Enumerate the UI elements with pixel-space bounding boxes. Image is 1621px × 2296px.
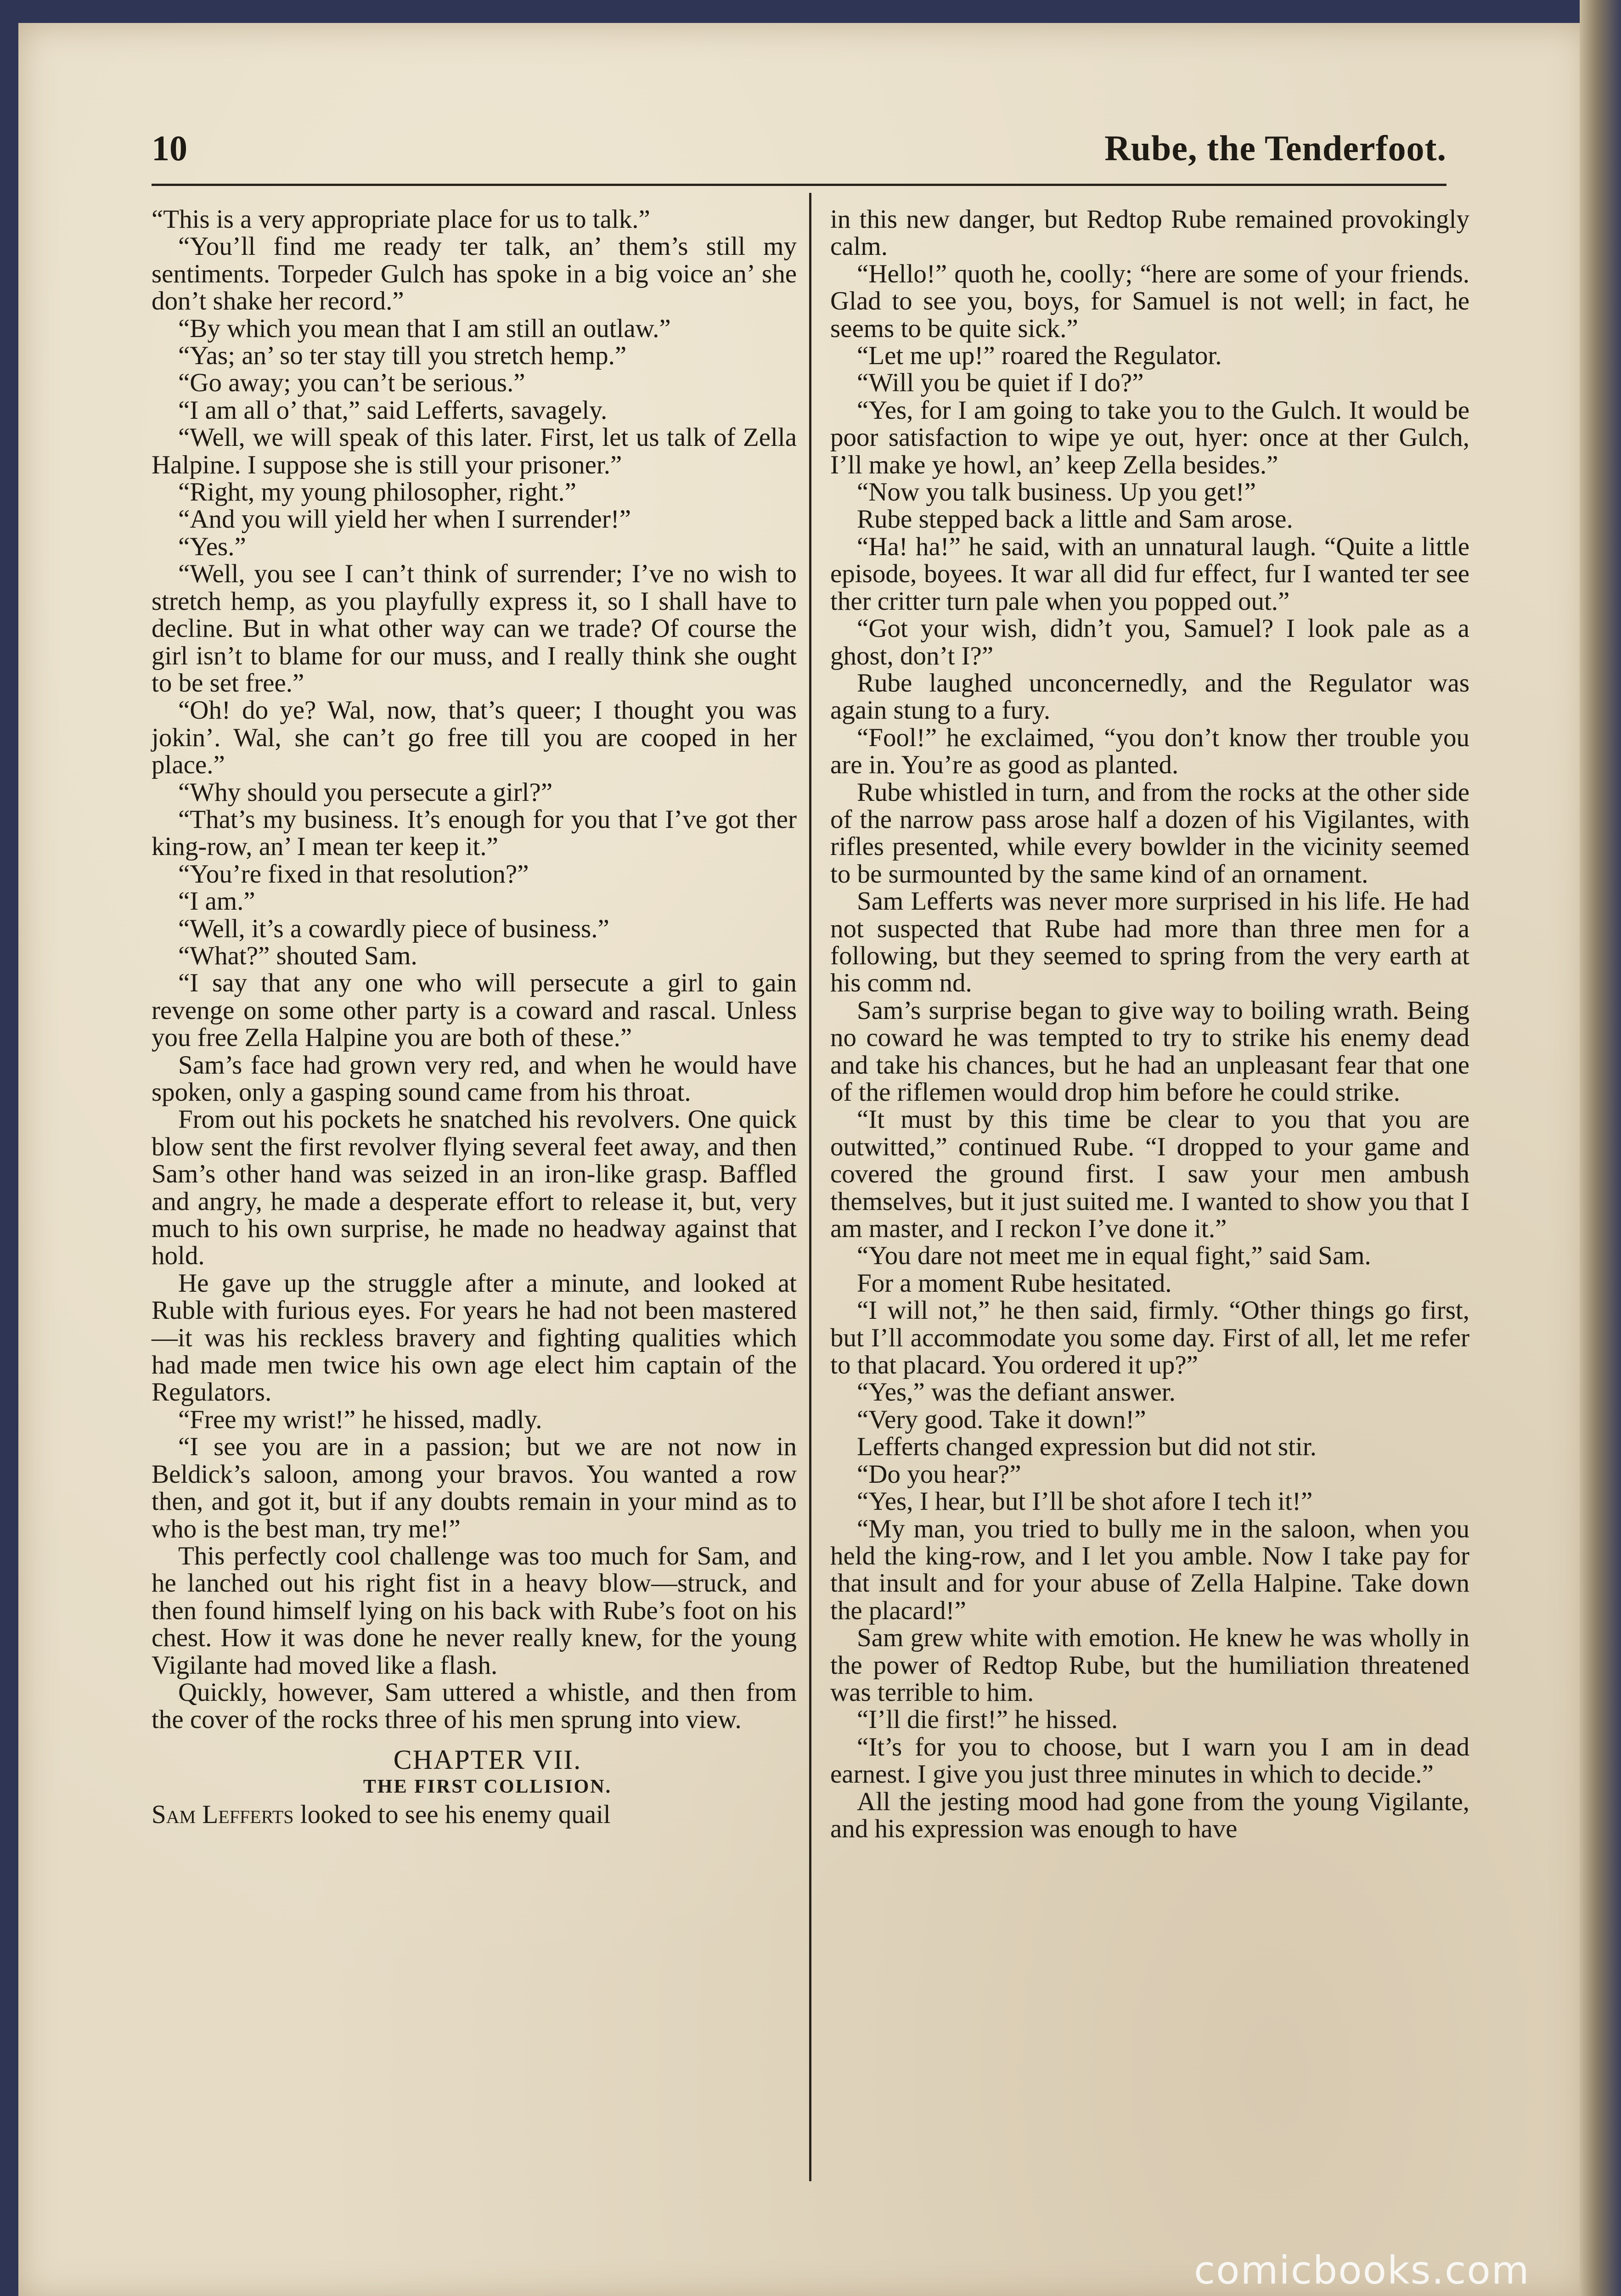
book-spine-edge <box>1580 0 1621 2296</box>
paragraph: “Hello!” quoth he, coolly; “here are some of your friends. Glad to see you, boys, for Samuel is not well; in fact, he seems to be quite sick.” <box>830 259 1469 343</box>
paragraph: “Well, you see I can’t think of surrender; I’ve no wish to stretch hemp, as you playfully express it, so I shall have to decline. But in what other way can we trade? Of course the girl isn’t to blame for our muss, and I really think she ought to be set free.” <box>152 559 797 698</box>
paragraph: “I see you are in a passion; but we are not now in Beldick’s saloon, among your bravos. You wanted a row then, and got it, but if any doubts remain in your mind as to who is the best man, try me!” <box>152 1432 797 1543</box>
header-rule <box>152 184 1447 186</box>
paragraph: “Will you be quiet if I do?” <box>857 368 1144 398</box>
paragraph: “Ha! ha!” he said, with an unnatural laugh. “Quite a little episode, boyees. It war all did fur effect, fur I wanted ter see ther critter turn pale when you popped out.” <box>830 532 1469 616</box>
running-title: Rube, the Tenderfoot. <box>1104 128 1447 168</box>
paragraph: “It’s for you to choose, but I warn you I am in dead earnest. I give you just three minutes in which to decide.” <box>830 1732 1469 1789</box>
paragraph: This perfectly cool challenge was too much for Sam, and he lanched out his right fist in a heavy blow—struck, and then found himself lying on his back with Rube’s foot on his chest. How it was done he never really knew, for the young Vigilante had moved like a flash. <box>152 1541 797 1680</box>
paragraph: “I say that any one who will persecute a girl to gain revenge on some other party is a coward and rascal. Unless you free Zella Halpine you are both of these.” <box>152 968 797 1052</box>
chapter-title: THE FIRST COLLISION. <box>363 1776 612 1798</box>
paragraph: in this new danger, but Redtop Rube remained provokingly calm. <box>830 205 1469 261</box>
paragraph: “Yes, for I am going to take you to the Gulch. It would be poor satisfaction to wipe ye out, hyer: once at ther Gulch, I’ll make ye howl, an’ keep Zella besides.” <box>830 395 1469 479</box>
paragraph: From out his pockets he snatched his revolvers. One quick blow sent the first revolver flying several feet away, and then Sam’s other hand was seized in an iron-like grasp. Baffled and angry, he made a desperate effort to release it, but, very much to his own surprise, he made no headway against that hold. <box>152 1105 797 1271</box>
paragraph: “It must by this time be clear to you that you are outwitted,” continued Rube. “I dropped to your game and covered the ground first. I saw your men ambush themselves, but it just suited me. I wanted to show you that I am master, and I reckon I’ve done it.” <box>830 1105 1469 1244</box>
paragraph: “I’ll die first!” he hissed. <box>857 1705 1118 1734</box>
left-column <box>152 206 797 1828</box>
site-watermark: comicbooks.com <box>1194 2248 1530 2293</box>
chapter-opening-text: looked to see his enemy quail <box>293 1800 611 1829</box>
paragraph: “Why should you persecute a girl?” <box>178 777 553 807</box>
paragraph: “My man, you tried to bully me in the saloon, when you held the king-row, and I let you amble. Now I take pay for that insult and for your abuse of Zella Halpine. Take down the placard!” <box>830 1514 1469 1625</box>
paragraph: All the jesting mood had gone from the young Vigilante, and his expression was enough to have <box>830 1787 1469 1843</box>
paragraph: “Let me up!” roared the Regulator. <box>857 341 1222 371</box>
paragraph: “Do you hear?” <box>857 1459 1021 1489</box>
paragraph: Lefferts changed expression but did not stir. <box>857 1432 1317 1462</box>
paragraph: “Free my wrist!” he hissed, madly. <box>178 1405 542 1434</box>
paragraph: “This is a very appropriate place for us to talk.” <box>152 205 650 234</box>
paragraph: Sam’s surprise began to give way to boiling wrath. Being no coward he was tempted to try to strike his enemy dead and take his chances, but he had an unpleasant fear that one of the riflemen would drop him before he could strike. <box>830 996 1469 1107</box>
paragraph: “Yes,” was the defiant answer. <box>857 1378 1176 1407</box>
chapter-heading: CHAPTER VII. <box>393 1744 582 1775</box>
paragraph: “Fool!” he exclaimed, “you don’t know ther trouble you are in. You’re as good as planted. <box>830 723 1469 780</box>
column-divider <box>809 193 811 2181</box>
paragraph: Quickly, however, Sam uttered a whistle, and then from the cover of the rocks three of his men sprung into view. <box>152 1677 797 1734</box>
paragraph: “You’re fixed in that resolution?” <box>178 859 529 889</box>
paragraph: “I will not,” he then said, firmly. “Other things go first, but I’ll accommodate you some day. First of all, let me refer to that placard. You ordered it up?” <box>830 1296 1469 1380</box>
paragraph: “Go away; you can’t be serious.” <box>178 368 525 398</box>
paragraph: “I am.” <box>178 887 255 916</box>
paragraph: Sam’s face had grown very red, and when he would have spoken, only a gasping sound came from his throat. <box>152 1050 797 1107</box>
paragraph: Rube whistled in turn, and from the rocks at the other side of the narrow pass arose half a dozen of his Vigilantes, with rifles presented, while every bowlder in the vicinity seemed to be surmounted by the same kind of an ornament. <box>830 777 1469 889</box>
paragraph: “Now you talk business. Up you get!” <box>857 478 1256 507</box>
paragraph: Rube stepped back a little and Sam arose. <box>857 505 1293 534</box>
paragraph: “Well, we will speak of this later. First, let us talk of Zella Halpine. I suppose she is still your prisoner.” <box>152 423 797 479</box>
paragraph: For a moment Rube hesitated. <box>857 1268 1172 1298</box>
right-column <box>830 206 1469 1842</box>
paragraph: “By which you mean that I am still an outlaw.” <box>178 314 671 343</box>
paragraph: “Yas; an’ so ter stay till you stretch hemp.” <box>178 341 627 371</box>
paragraph: “You’ll find me ready ter talk, an’ them’s still my sentiments. Torpeder Gulch has spoke in a big voice an’ she don’t shake her record.” <box>152 232 797 316</box>
paragraph: “Yes.” <box>178 532 246 561</box>
paragraph: “Right, my young philosopher, right.” <box>178 478 576 507</box>
paragraph: “You dare not meet me in equal fight,” said Sam. <box>857 1241 1371 1271</box>
paragraph: “Oh! do ye? Wal, now, that’s queer; I thought you was jokin’. Wal, she can’t go free till you are cooped in her place.” <box>152 696 797 780</box>
chapter-opening-smallcaps: Sam Lefferts <box>152 1800 294 1829</box>
paragraph: Sam grew white with emotion. He knew he was wholly in the power of Redtop Rube, but the humiliation threatened was terrible to him. <box>830 1623 1469 1707</box>
paragraph: “Got your wish, didn’t you, Samuel? I look pale as a ghost, don’t I?” <box>830 614 1469 670</box>
page-number: 10 <box>152 128 187 168</box>
paragraph: “What?” shouted Sam. <box>178 941 417 970</box>
page-header <box>152 128 1447 178</box>
paragraph: “That’s my business. It’s enough for you that I’ve got ther king-row, an’ I mean ter keep it.” <box>152 805 797 861</box>
paragraph: He gave up the struggle after a minute, and looked at Ruble with furious eyes. For years he had not been mastered—it was his reckless bravery and fighting qualities which had made men twice his own age elect him captain of the Regulators. <box>152 1268 797 1407</box>
paragraph: “Well, it’s a cowardly piece of business.” <box>178 914 609 943</box>
chapter-opening-line <box>152 1801 797 1828</box>
paragraph: Rube laughed unconcernedly, and the Regulator was again stung to a fury. <box>830 668 1469 725</box>
paragraph: Sam Lefferts was never more surprised in his life. He had not suspected that Rube had more than three men for a following, but they seemed to spring from the very earth at his comm nd. <box>830 887 1469 998</box>
paragraph: “Yes, I hear, but I’ll be shot afore I tech it!” <box>857 1487 1313 1516</box>
paragraph: “And you will yield her when I surrender!” <box>178 505 631 534</box>
paragraph: “Very good. Take it down!” <box>857 1405 1146 1434</box>
paragraph: “I am all o’ that,” said Lefferts, savagely. <box>178 395 608 425</box>
